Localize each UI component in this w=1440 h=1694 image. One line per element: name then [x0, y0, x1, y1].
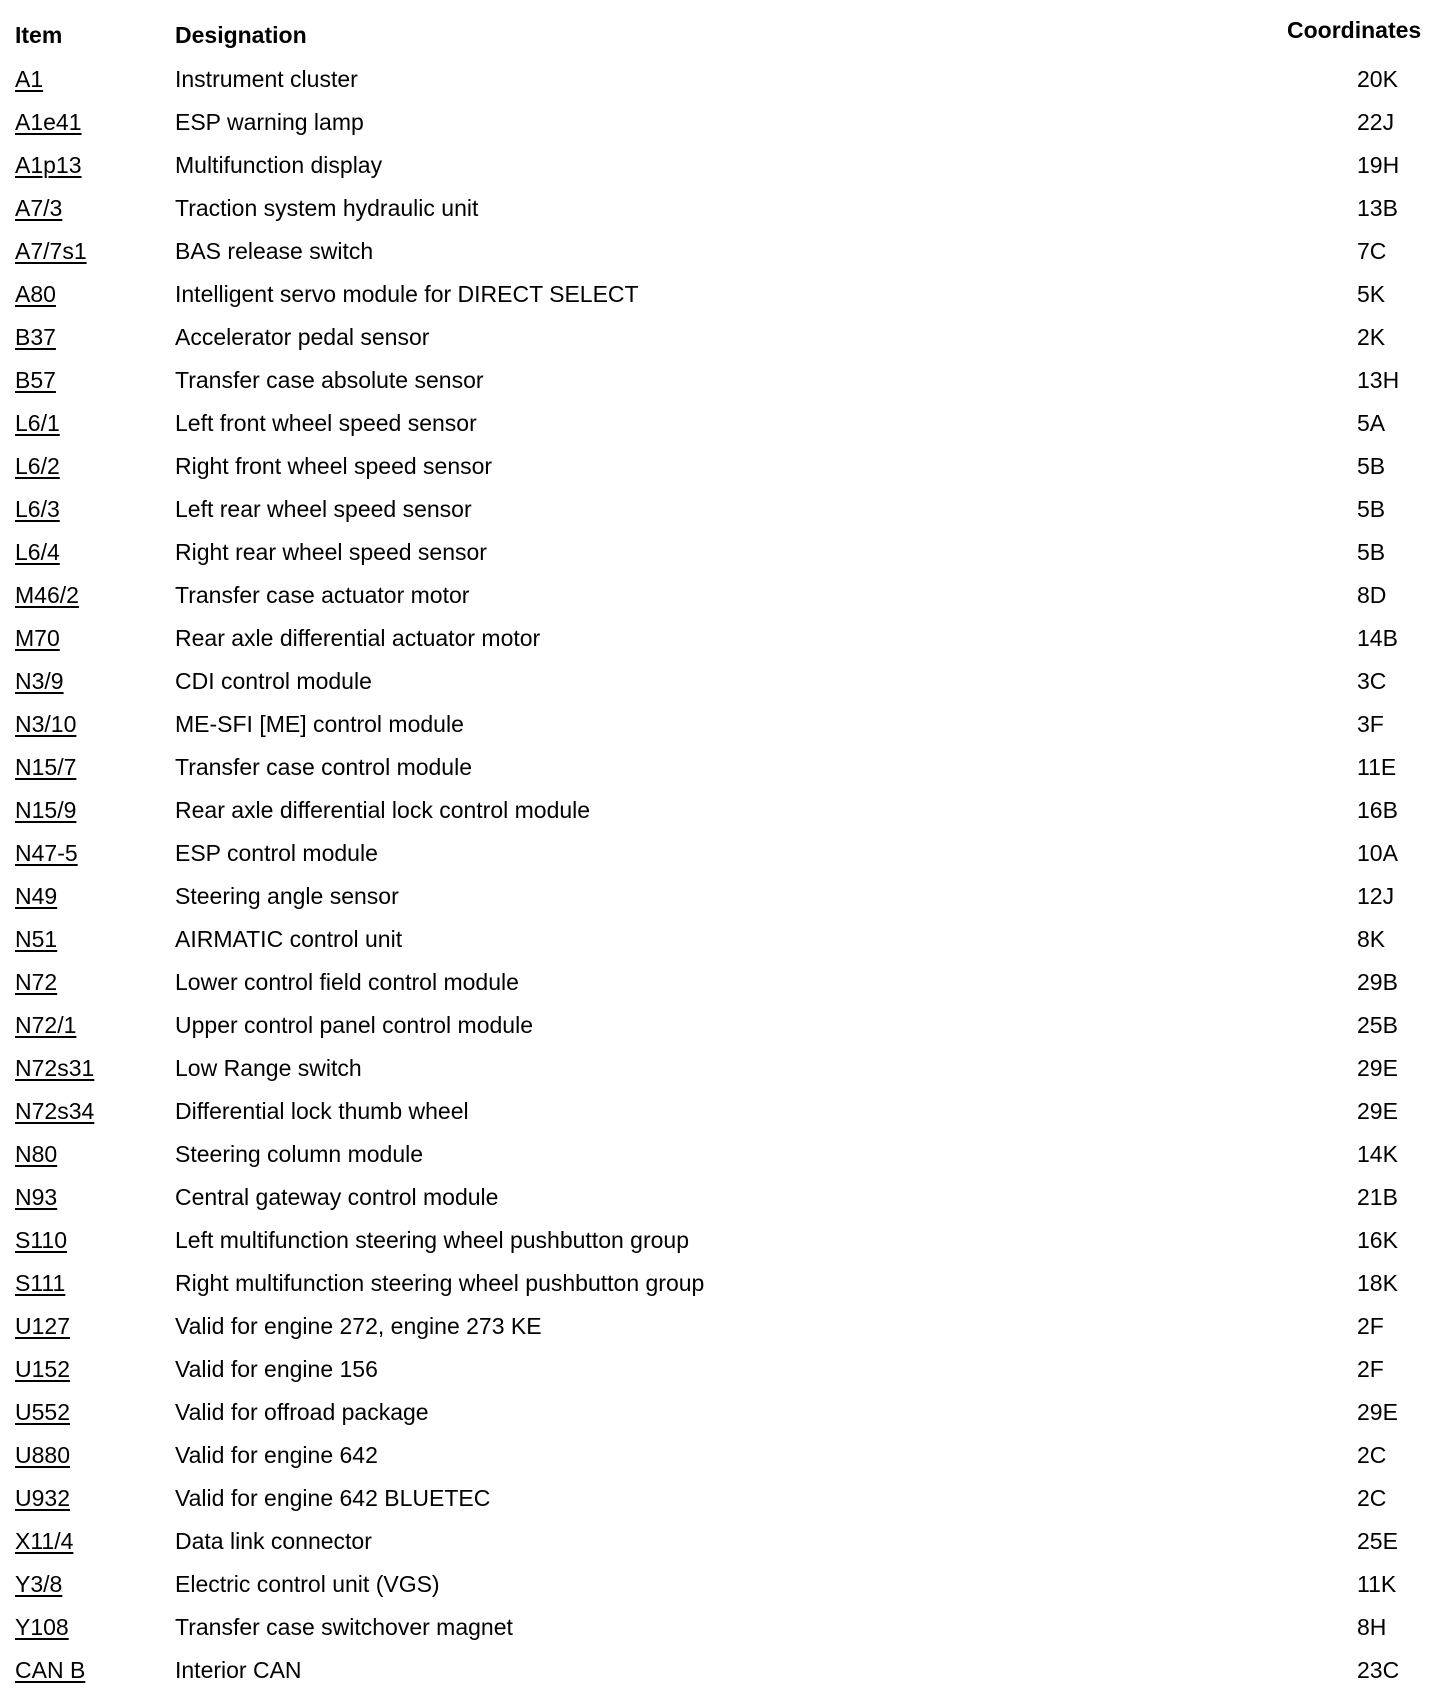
table-row	[0, 1520, 1440, 1563]
designation-text: Steering angle sensor	[175, 883, 399, 909]
table-row	[0, 660, 1440, 703]
coordinates-text: 7C	[1357, 238, 1387, 264]
table-row	[0, 187, 1440, 230]
item-link[interactable]: A7/7s1	[15, 238, 87, 264]
designation-text: Steering column module	[175, 1141, 424, 1167]
table-row	[0, 531, 1440, 574]
item-link[interactable]: N72	[15, 969, 58, 995]
table-row	[0, 746, 1440, 789]
designation-text: BAS release switch	[175, 238, 374, 264]
coordinates-text: 10A	[1357, 840, 1398, 866]
legend-rows	[0, 58, 1440, 1692]
designation-text: ESP warning lamp	[175, 109, 364, 135]
designation-text: Left multifunction steering wheel pushbutton group	[175, 1227, 689, 1253]
coordinates-text: 18K	[1357, 1270, 1398, 1296]
coordinates-text: 2F	[1357, 1356, 1384, 1382]
coordinates-text: 25B	[1357, 1012, 1398, 1038]
item-link[interactable]: M70	[15, 625, 60, 651]
designation-text: Right rear wheel speed sensor	[175, 539, 487, 565]
item-link[interactable]: N47-5	[15, 840, 78, 866]
coordinates-text: 13B	[1357, 195, 1398, 221]
item-link[interactable]: A80	[15, 281, 56, 307]
designation-text: Multifunction display	[175, 152, 383, 178]
item-link[interactable]: A1e41	[15, 109, 82, 135]
designation-text: Transfer case actuator motor	[175, 582, 470, 608]
designation-text: ME-SFI [ME] control module	[175, 711, 464, 737]
table-row	[0, 1649, 1440, 1692]
coordinates-text: 2C	[1357, 1442, 1387, 1468]
coordinates-text: 5B	[1357, 496, 1386, 522]
coordinates-text: 14B	[1357, 625, 1398, 651]
coordinates-text: 5K	[1357, 281, 1386, 307]
table-row	[0, 961, 1440, 1004]
header-designation: Designation	[175, 22, 307, 48]
designation-text: Transfer case absolute sensor	[175, 367, 484, 393]
table-row	[0, 574, 1440, 617]
table-row	[0, 101, 1440, 144]
table-row	[0, 789, 1440, 832]
coordinates-text: 3F	[1357, 711, 1384, 737]
item-link[interactable]: U932	[15, 1485, 70, 1511]
table-row	[0, 359, 1440, 402]
table-row	[0, 273, 1440, 316]
table-row	[0, 1348, 1440, 1391]
table-row	[0, 1219, 1440, 1262]
coordinates-text: 25E	[1357, 1528, 1398, 1554]
table-row	[0, 230, 1440, 273]
item-link[interactable]: N15/9	[15, 797, 77, 823]
coordinates-text: 23C	[1357, 1657, 1400, 1683]
coordinates-text: 13H	[1357, 367, 1400, 393]
item-link[interactable]: N72/1	[15, 1012, 77, 1038]
item-link[interactable]: S111	[15, 1270, 66, 1296]
designation-text: Transfer case switchover magnet	[175, 1614, 513, 1640]
table-row	[0, 1262, 1440, 1305]
coordinates-text: 3C	[1357, 668, 1387, 694]
designation-text: Transfer case control module	[175, 754, 473, 780]
designation-text: Data link connector	[175, 1528, 372, 1554]
designation-text: Accelerator pedal sensor	[175, 324, 430, 350]
coordinates-text: 11K	[1357, 1571, 1397, 1597]
designation-text: Lower control field control module	[175, 969, 519, 995]
designation-text: Valid for engine 156	[175, 1356, 378, 1382]
item-link[interactable]: N3/9	[15, 668, 64, 694]
designation-text: Intelligent servo module for DIRECT SELECT	[175, 281, 639, 307]
table-row	[0, 617, 1440, 660]
item-link[interactable]: L6/3	[15, 496, 60, 522]
table-row	[0, 402, 1440, 445]
designation-text: Rear axle differential actuator motor	[175, 625, 541, 651]
table-row	[0, 703, 1440, 746]
coordinates-text: 2K	[1357, 324, 1386, 350]
designation-text: Right multifunction steering wheel pushbutton group	[175, 1270, 705, 1296]
table-row	[0, 1176, 1440, 1219]
designation-text: Valid for offroad package	[175, 1399, 429, 1425]
item-link[interactable]: B37	[15, 324, 56, 350]
coordinates-text: 29E	[1357, 1399, 1398, 1425]
table-row	[0, 1606, 1440, 1649]
coordinates-text: 5B	[1357, 539, 1386, 565]
table-row	[0, 1305, 1440, 1348]
designation-text: Traction system hydraulic unit	[175, 195, 479, 221]
designation-text: Rear axle differential lock control module	[175, 797, 591, 823]
coordinates-text: 5B	[1357, 453, 1386, 479]
item-link[interactable]: N49	[15, 883, 58, 909]
designation-text: Valid for engine 642 BLUETEC	[175, 1485, 491, 1511]
designation-text: Upper control panel control module	[175, 1012, 533, 1038]
designation-text: Valid for engine 272, engine 273 KE	[175, 1313, 542, 1339]
table-row	[0, 1391, 1440, 1434]
table-row	[0, 1004, 1440, 1047]
item-link[interactable]: N15/7	[15, 754, 77, 780]
item-link[interactable]: X11/4	[15, 1528, 74, 1554]
designation-text: Left front wheel speed sensor	[175, 410, 477, 436]
coordinates-text: 29E	[1357, 1098, 1398, 1124]
item-link[interactable]: L6/2	[15, 453, 60, 479]
item-link[interactable]: CAN B	[15, 1657, 86, 1683]
coordinates-text: 8D	[1357, 582, 1387, 608]
table-row	[0, 918, 1440, 961]
designation-text: Electric control unit (VGS)	[175, 1571, 440, 1597]
coordinates-text: 8K	[1357, 926, 1386, 952]
item-link[interactable]: N80	[15, 1141, 58, 1167]
item-link[interactable]: U552	[15, 1399, 70, 1425]
coordinates-text: 2C	[1357, 1485, 1387, 1511]
item-link[interactable]: Y3/8	[15, 1571, 63, 1597]
designation-text: Central gateway control module	[175, 1184, 499, 1210]
item-link[interactable]: Y108	[15, 1614, 69, 1640]
item-link[interactable]: A1p13	[15, 152, 82, 178]
table-row	[0, 1434, 1440, 1477]
item-link[interactable]: M46/2	[15, 582, 79, 608]
coordinates-text: 29E	[1357, 1055, 1398, 1081]
coordinates-text: 20K	[1357, 66, 1398, 92]
coordinates-text: 16K	[1357, 1227, 1398, 1253]
designation-text: Differential lock thumb wheel	[175, 1098, 469, 1124]
designation-text: ESP control module	[175, 840, 378, 866]
item-link[interactable]: U152	[15, 1356, 70, 1382]
coordinates-text: 14K	[1357, 1141, 1398, 1167]
table-row	[0, 316, 1440, 359]
coordinates-text: 16B	[1357, 797, 1398, 823]
header-coordinates: Coordinates	[1287, 17, 1422, 43]
table-row	[0, 1563, 1440, 1606]
designation-text: Interior CAN	[175, 1657, 302, 1683]
item-link[interactable]: L6/4	[15, 539, 60, 565]
coordinates-text: 8H	[1357, 1614, 1387, 1640]
item-link[interactable]: N93	[15, 1184, 58, 1210]
table-row	[0, 875, 1440, 918]
item-link[interactable]: N51	[15, 926, 58, 952]
item-link[interactable]: N72s34	[15, 1098, 95, 1124]
table-row	[0, 1477, 1440, 1520]
table-row	[0, 832, 1440, 875]
designation-text: Valid for engine 642	[175, 1442, 378, 1468]
item-link[interactable]: A1	[15, 66, 44, 92]
coordinates-text: 29B	[1357, 969, 1398, 995]
item-link[interactable]: U127	[15, 1313, 70, 1339]
designation-text: Right front wheel speed sensor	[175, 453, 493, 479]
coordinates-text: 11E	[1357, 754, 1397, 780]
header-item: Item	[15, 22, 63, 48]
coordinates-text: 19H	[1357, 152, 1400, 178]
table-row	[0, 1047, 1440, 1090]
coordinates-text: 22J	[1357, 109, 1395, 135]
table-row	[0, 144, 1440, 187]
designation-text: Instrument cluster	[175, 66, 358, 92]
designation-text: CDI control module	[175, 668, 372, 694]
item-link[interactable]: N3/10	[15, 711, 77, 737]
table-row	[0, 1090, 1440, 1133]
item-link[interactable]: N72s31	[15, 1055, 95, 1081]
coordinates-text: 12J	[1357, 883, 1395, 909]
table-row	[0, 1133, 1440, 1176]
table-row	[0, 488, 1440, 531]
designation-text: Left rear wheel speed sensor	[175, 496, 472, 522]
coordinates-text: 21B	[1357, 1184, 1398, 1210]
item-link[interactable]: A7/3	[15, 195, 63, 221]
item-link[interactable]: L6/1	[15, 410, 60, 436]
designation-text: Low Range switch	[175, 1055, 362, 1081]
table-row	[0, 445, 1440, 488]
table-row	[0, 58, 1440, 101]
item-link[interactable]: S110	[15, 1227, 68, 1253]
item-link[interactable]: U880	[15, 1442, 70, 1468]
item-link[interactable]: B57	[15, 367, 56, 393]
coordinates-text: 2F	[1357, 1313, 1384, 1339]
coordinates-text: 5A	[1357, 410, 1386, 436]
designation-text: AIRMATIC control unit	[175, 926, 403, 952]
